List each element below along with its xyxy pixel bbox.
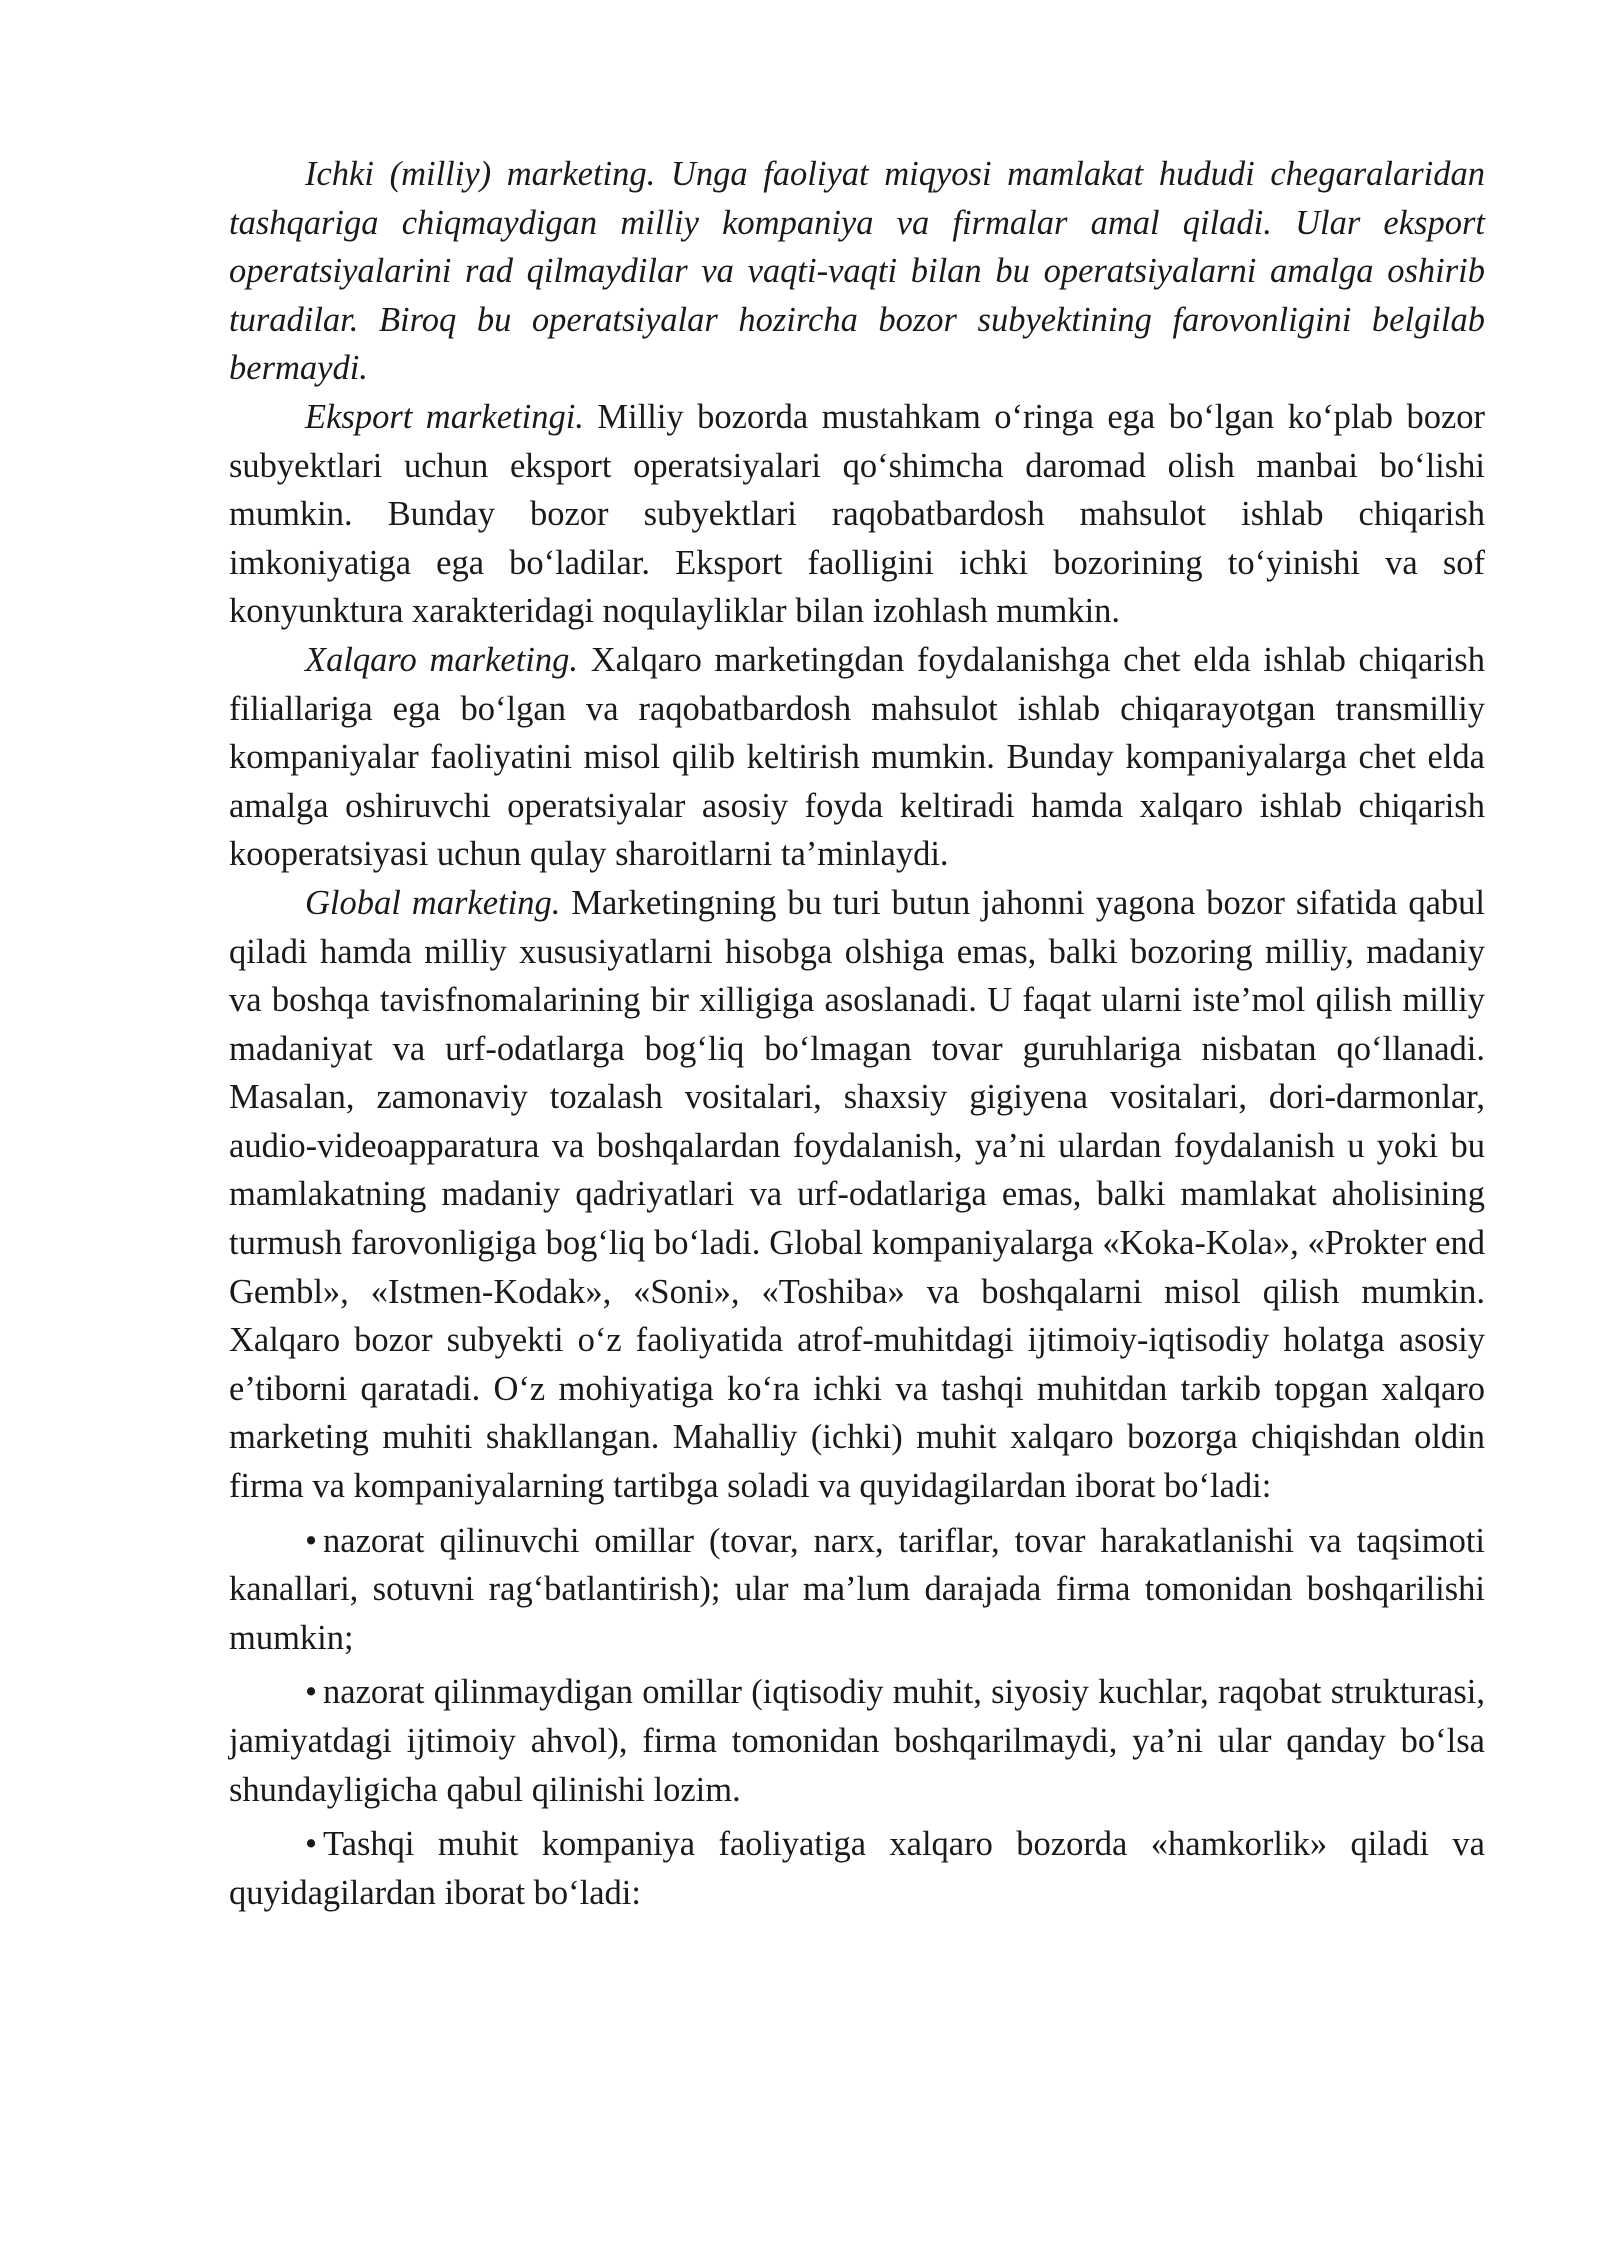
- bullet-icon: •: [305, 1673, 318, 1712]
- paragraph-text: Xalqaro marketingdan foydalanishga chet elda ishlab chiqarish filiallariga ega bo‘lgan va raqobatbardosh mahsulot ishlab chiqarayotgan transmilliy kompaniyalar faoliyatini misol qilib keltirish mumkin. Bunday kompaniyalarga chet elda amalga oshiruvchi operatsiyalar asosiy foyda keltiradi hamda xalqaro ishlab chiqarish kooperatsiyasi uchun qulay sharoitlarni ta’minlaydi.: [229, 640, 1485, 874]
- paragraph-text: Milliy bozorda mustahkam o‘ringa ega bo‘lgan ko‘plab bozor subyektlari uchun eksport operatsiyalari qo‘shimcha daromad olish manbai bo‘lishi mumkin. Bunday bozor subyektlari raqobatbardosh mahsulot ishlab chiqarish imkoniyatiga ega bo‘ladilar. Eksport faolligini ichki bozorining to‘yinishi va sof konyunktura xarakteridagi noqulayliklar bilan izohlash mumkin.: [229, 397, 1486, 631]
- paragraph-ichki-marketing: [229, 150, 1485, 393]
- paragraph-xalqaro-marketing: [229, 636, 1485, 879]
- list-item-text: nazorat qilinuvchi omillar (tovar, narx, tariflar, tovar harakatlanishi va taqsimoti kanallari, sotuvni rag‘batlantirish); ular ma’lum darajada firma tomonidan boshqarilishi mumkin;: [229, 1521, 1485, 1657]
- paragraph-text: Marketingning bu turi butun jahonni yagona bozor sifatida qabul qiladi hamda milliy xususiyatlarni hisobga olshiga emas, balki bozoring milliy, madaniy va boshqa tavisfnomalarining bir xilligiga asoslanadi. U faqat ularni iste’mol qilish milliy madaniyat va urf-odatlarga bog‘liq bo‘lmagan tovar guruhlariga nisbatan qo‘llanadi. Masalan, zamonaviy tozalash vositalari, shaxsiy gigiyena vositalari, dori-darmonlar, audio-videoapparatura va boshqalardan foydalanish, ya’ni ulardan foydalanish u yoki bu mamlakatning madaniy qadriyatlari va urf-odatlariga emas, balki mamlakat aholisining turmush farovonligiga bog‘liq bo‘ladi. Global kompaniyalarga «Koka-Kola», «Prokter end Gembl», «Istmen-Kodak», «Soni», «Toshiba» va boshqalarni misol qilish mumkin. Xalqaro bozor subyekti o‘z faoliyatida atrof-muhitdagi ijtimoiy-iqtisodiy holatga asosiy e’tiborni qaratadi. O‘z mohiyatiga ko‘ra ichki va tashqi muhitdan tarkib topgan xalqaro marketing muhiti shakllangan. Mahalliy (ichki) muhit xalqaro bozorga chiqishdan oldin firma va kompaniyalarning tartibga soladi va quyidagilardan iborat bo‘ladi:: [229, 883, 1485, 1506]
- bullet-icon: •: [305, 1521, 318, 1560]
- list-item: [229, 1820, 1485, 1917]
- paragraph-lead-term: Xalqaro marketing.: [305, 640, 579, 679]
- bullet-icon: •: [305, 1825, 318, 1864]
- list-item: [229, 1517, 1485, 1663]
- list-item: [229, 1668, 1485, 1814]
- paragraph-eksport-marketingi: [229, 393, 1485, 636]
- list-item-text: nazorat qilinmaydigan omillar (iqtisodiy muhit, siyosiy kuchlar, raqobat strukturasi, jamiyatdagi ijtimoiy ahvol), firma tomonidan boshqarilmaydi, ya’ni ular qanday bo‘lsa shundayligicha qabul qilinishi lozim.: [229, 1673, 1485, 1809]
- paragraph-lead-term: Global marketing.: [305, 883, 561, 922]
- document-page: [229, 150, 1485, 1917]
- paragraph-global-marketing: [229, 879, 1485, 1511]
- paragraph-text: Ichki (milliy) marketing. Unga faoliyat miqyosi mamlakat hududi chegaralaridan tashqariga chiqmaydigan milliy kompaniya va firmalar amal qiladi. Ular eksport operatsiyalarini rad qilmaydilar va vaqti-vaqti bilan bu operatsiyalarni amalga oshirib turadilar. Biroq bu operatsiyalar hozircha bozor subyektining farovonligini belgilab bermaydi.: [229, 155, 1485, 388]
- paragraph-lead-term: Eksport marketingi.: [305, 397, 584, 436]
- list-item-text: Tashqi muhit kompaniya faoliyatiga xalqaro bozorda «hamkorlik» qiladi va quyidagilardan iborat bo‘ladi:: [229, 1825, 1485, 1912]
